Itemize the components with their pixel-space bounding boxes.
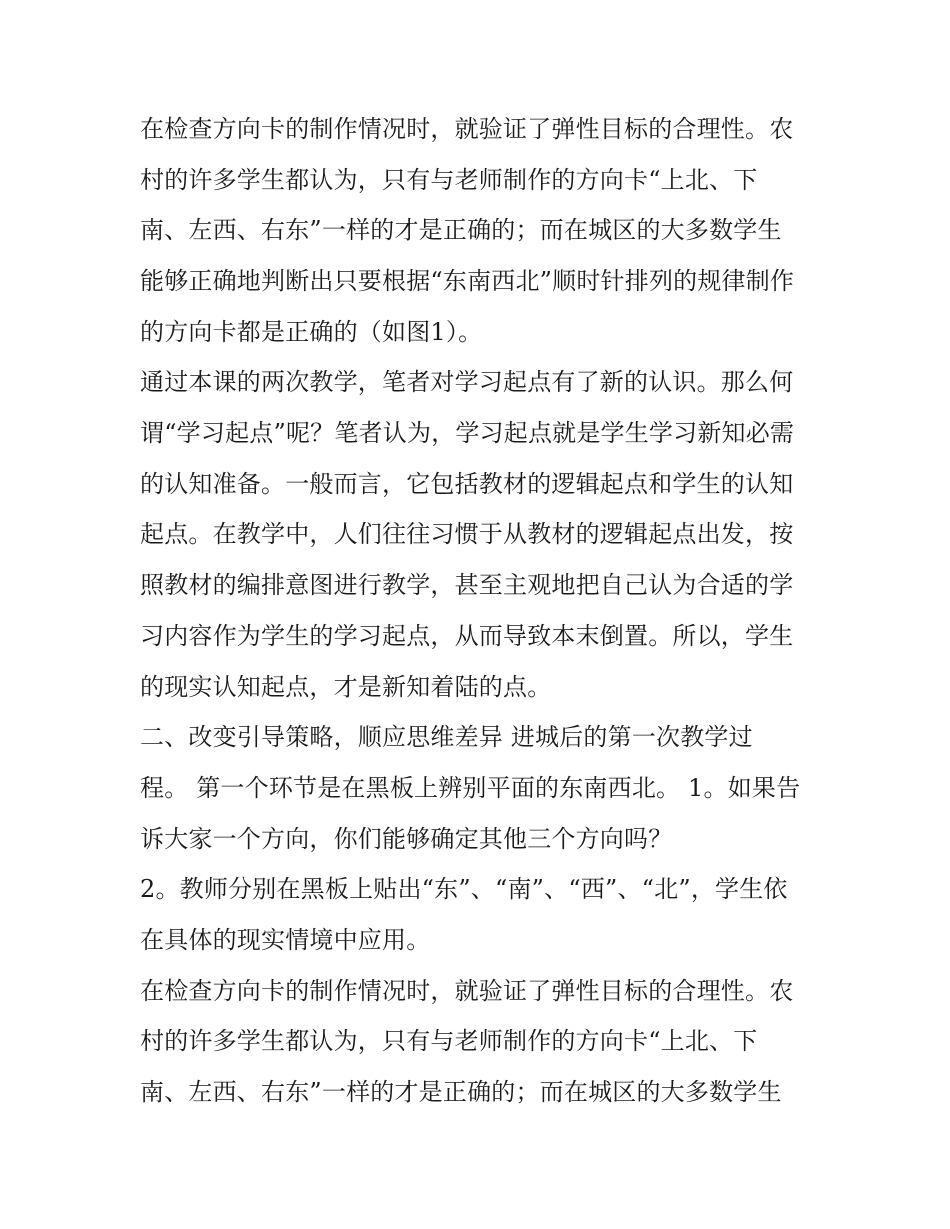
text-line-12: 的现实认知起点，才是新知着陆的点。	[140, 673, 552, 701]
text-line-5: 的方向卡都是正确的（如图1）。	[140, 318, 483, 346]
text-line-7: 谓“学习起点”呢？笔者认为，学习起点就是学生学习新知必需	[140, 419, 795, 447]
text-line-20: 南、左西、右东”一样的才是正确的；而在城区的大多数学生	[140, 1078, 782, 1106]
text-line-19: 村的许多学生都认为，只有与老师制作的方向卡“上北、下	[140, 1027, 758, 1055]
text-line-14: 程。 第一个环节是在黑板上辨别平面的东南西北。 1。如果告	[140, 774, 801, 802]
text-line-17: 在具体的现实情境中应用。	[140, 926, 431, 954]
text-line-2: 村的许多学生都认为，只有与老师制作的方向卡“上北、下	[140, 166, 758, 194]
text-line-10: 照教材的编排意图进行教学，甚至主观地把自己认为合适的学	[140, 571, 794, 599]
text-line-9: 起点。在教学中，人们往往习惯于从教材的逻辑起点出发，按	[140, 520, 794, 548]
text-line-1: 在检查方向卡的制作情况时，就验证了弹性目标的合理性。农	[140, 115, 794, 143]
text-line-4: 能够正确地判断出只要根据“东南西北”顺时针排列的规律制作	[140, 267, 795, 295]
text-line-3: 南、左西、右东”一样的才是正确的；而在城区的大多数学生	[140, 216, 782, 244]
text-line-13: 二、改变引导策略，顺应思维差异 进城后的第一次教学过	[140, 723, 753, 751]
text-line-8: 的认知准备。一般而言，它包括教材的逻辑起点和学生的认知	[140, 470, 794, 498]
text-line-6: 通过本课的两次教学，笔者对学习起点有了新的认识。那么何	[140, 368, 794, 396]
text-line-18: 在检查方向卡的制作情况时，就验证了弹性目标的合理性。农	[140, 977, 794, 1005]
text-line-11: 习内容作为学生的学习起点，从而导致本末倒置。所以，学生	[140, 622, 794, 650]
text-line-16: 2。教师分别在黑板上贴出“东”、“南”、“西”、“北”，学生依	[140, 875, 788, 903]
text-line-15: 诉大家一个方向，你们能够确定其他三个方向吗？	[140, 825, 673, 853]
